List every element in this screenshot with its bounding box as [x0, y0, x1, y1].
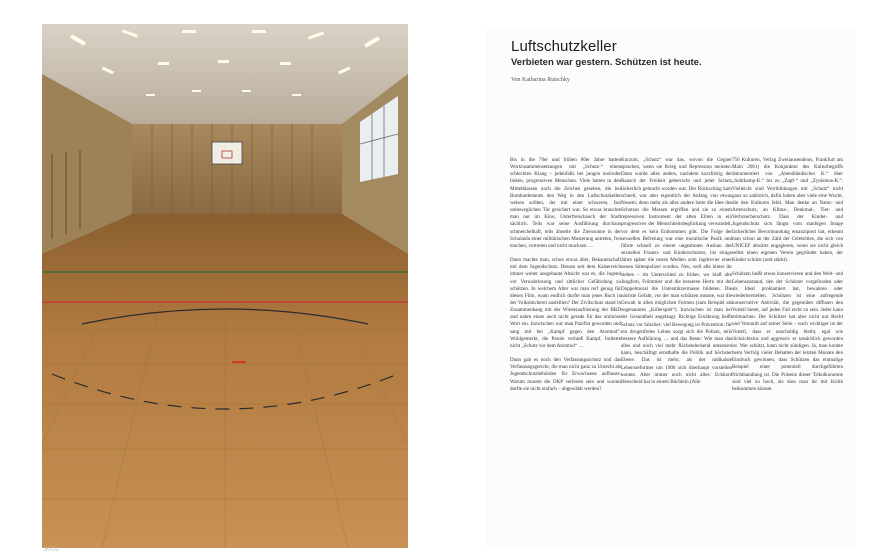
article-column-2	[621, 157, 732, 393]
paragraph: Dann machte man, schon etwas älter, Bekanntschaft mit dem Jugendschutz. Dessen seit dem Kaiserreich immer weiter ausgebaute Absicht war es, die Jugend vor Verwahrlosung und sittlicher Gefährdung zu schützen. In welchem Alter war man reif genug für diesen Film, wann endlich durfte man jenes Buch in der Volksbücherei ausleihen? Der Zivilschutz stand in Zusammenhang mit der Wiederaufrüstung der BRD und nahm einen auch nicht gerade für das ominöse Wort ein. Inzwischen war man Pazifist geworden und sang mit bei „Kampf gegen den Atomtod“. Wohlgemerkt, die Parole verhieß Kampf, forderte nicht „Schutz vor dem Atomtod“ …	[510, 257, 621, 349]
paragraph: Schützen heißt etwas konservieren und den Welt- und Lebenszustand, den der Schützer vorgefunden oder als Ideal proklamiert hat, bewahren oder wiederherstellen. Schützen ist eine aufregende konservative Aktivität, die gegenüber diffusen den Vorteil bietet, auf jeden Fall recht zu sein. Jeder kann mitmachen. Der Schützer hat aber nicht nur Recht und Vernunft auf seiner Seite – noch wichtiger ist der Vorteil, dass er unschuldig bleibt, egal wie rücksichtslos und aggressiv er tatsächlich geworden ist. Wer schützt, kann nicht sündigen. Ja, man konnte beim Verfolg vieler Debatten der letzten Monate den Eindruck gewinnen, dass Schützen das einmalige Beispiel einer potentiell durchgeführten Nichthandlung ist. Die Präsenz dieser Trikolkonomie sind viel zu hoch, als dass man ihr mit Kritik beikommen könnte.	[732, 271, 843, 392]
article-byline: Von Katharina Rutschky	[511, 77, 570, 83]
paragraph: Kurzum, „Schutz“ war das, wovon die Gegner sprachen, wenn sie Krieg und Repression meinten. Dann wurde alles anders, nachdem kurzfristig der Rausch der Freiheit geherrscht und jeder Schutz lächerlich gemacht worden war. Der Rückschlag kam schnell, war aber eigentlich der Anfang von etwas Neuem; denn mehr als alles andere hatte die Idee des Schutzes die Massen ergriffen und sie zu einem repressiven Instrument der alten Eliten in ein progressives der Menschheitsbeglückung verwandelt, vor dem es kein Entkommen gibt. Die Folge der sexuellen Befreiung war eine moralische Panik und führte schnell zu einem ungeahnten Ausbau des sexuellen Frauen- und Kinderschutzes, bis einige Jahre später die neuen Medien zum Jagdrevier einer neuen Sittenpolizei wurden. Neu, weil alle hinter ihr stehen – im Unterschied zu früher, wo bloß alte Jungfern, Frömmler und die besseren Herrn mit der Doppelmoral die Unterstützermasse bildeten. Die nächste Gefahr, vor der man schützen musste, war die Gewalt in allen möglichen Formen (zum Beispiel als sogenanntes „Killerspiel“). Inzwischen ist man bei der Gesundheit angelangt. Richtige Ernährung heißt Schutz vor falscher; viel Bewegung ist Prävention; für ein drogenfreies Leben sorgt sich die Polizei, teils bessere Aufklärung … und das Beste: Wie man das alles und noch viel mehr flächendeckend umsetzen kann, beschäftigt ernsthafte die Politik auf höchster Ebene. Das ist mehr, als der radikalste Lebensreformer um 1900 sich überhaupt vorstellen konnte. Aber immer noch nicht alles: Eckhard Henscheid hat in einem Büchlein (Alle	[621, 157, 732, 385]
page-number: 30/31	[44, 547, 60, 553]
gymnasium-photo	[42, 24, 408, 548]
article-column-3	[732, 157, 843, 400]
article-subtitle: Verbieten war gestern. Schützen ist heute.	[511, 57, 702, 68]
paragraph: Bis in die 70er und frühen 80er Jahre hatten Wortzusammensetzungen mit „Schutz-“ einen schlechten Klang – jedenfalls bei jungen und/oder linken, progressiven Menschen. Viele hatten in den Mittelklassen noch die Zeichen gesehen, die bei Bombardements den Weg in den Luftschutzkeller weisen sollten, der mit einer schweren, fast unbeweglichen Tür gesichert war. So etwas brauchte man nur im Kino, Unterfreischauch der Stadt sächlich. Teils war seine Ausführung durchaus schmeichelhaft, teils ähnelte die Zierssonne in der Schulaula einer militärischen Musterung antreten, frei machen, vortreten und nicht mucksen …	[510, 157, 621, 249]
paragraph: Dann gab es noch den Verfassungsschutz und das Verfassungsgericht, die man nicht ganz zu Unrecht als Jugendschutzbehörden für Erwachsene auffasste. Warum musste die DKP verboten sein und warum durfte sie nicht einfach – abgewählt werden?	[510, 357, 621, 392]
article-title: Luftschutzkeller	[511, 38, 617, 55]
paragraph: 756 Kulturen, Verlag Zweitausendeins, Frankfurt am Main 2001) die Konjunktur des Kulturbegriffs dokumentiert von „Abendländischer K.“ über „Suhrkamp-K.“ bis zu „Zapf-“ und „Zynismus-K.“. Vielleicht sind Wortbildungen mit „Schutz“ nicht ganz so zahlreich, dafür haben aber viele eine Wucht, die den Kulturen fehlt. Man denke an Natur- und Artenschutz, an Klima-, Denkmal-, Tier- und Verbraucherschutz. Dass der Kinder- und Jugendschutz sich längst vom staubigen Image lächerlicher Bevormundung emanzipiert hat, erkennt man schon an der Zahl der Celebrities, die sich von UNICEF abwärts engagieren, wenn sie nicht gleich selbst einen eigenen Verein gegründet haben, der Kinder schützt (und stärkt).	[732, 157, 843, 264]
article-column-1	[510, 157, 621, 400]
